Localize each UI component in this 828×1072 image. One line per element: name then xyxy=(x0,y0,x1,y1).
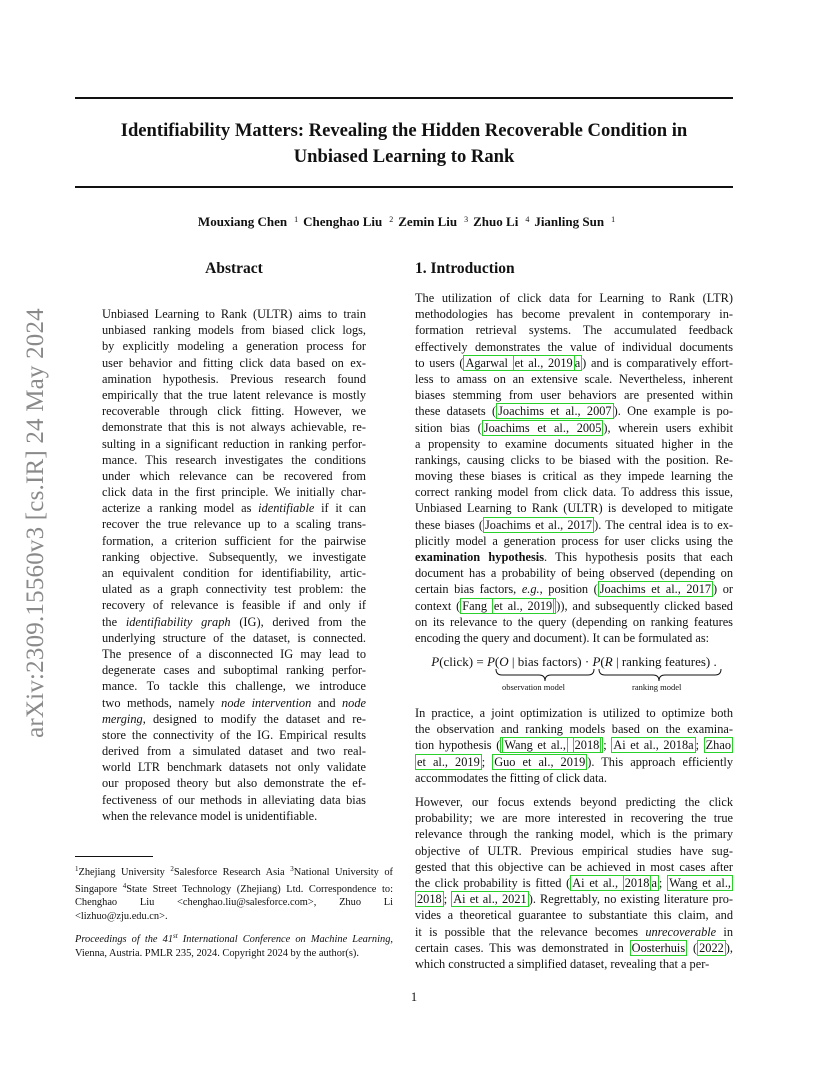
affiliation-footnote: $^1$Zhejiang University $^2$Salesforce Research Asia $^3$National University of Singapore $^4$State Street Technology (Zhejiang) Ltd. Correspondence to: Chenghao Liu <chenghao.liu@salesforce.com>, Zhuo Li <lizhuo@zju.edu.cn>. xyxy=(75,865,394,922)
arxiv-stamp[interactable]: arXiv:2309.15560v3 [cs.IR] 24 May 2024 xyxy=(22,308,49,738)
author-entry xyxy=(193,214,298,229)
intro-line: objective of ULTR. Previous empirical studies have sug- xyxy=(415,843,733,858)
author-name: Jianling Sun xyxy=(534,214,605,229)
abstract-line: two methods, namely node intervention and node xyxy=(102,695,366,710)
citation-link[interactable] xyxy=(500,737,603,753)
author-list xyxy=(75,214,733,230)
abstract-line: mance. To tackle this challenge, we introduce xyxy=(102,679,366,694)
citation-link[interactable]: et al., 2019 xyxy=(493,598,553,613)
intro-line: the observation and ranking models based on the examina- xyxy=(415,722,733,737)
abstract-body xyxy=(102,306,366,824)
intro-line: moving these biases is critical as they impede learning the xyxy=(415,469,733,484)
abstract-line: an equivalent condition for identifiability, artic- xyxy=(102,566,366,580)
citation-link[interactable]: Ai et al., 2021 xyxy=(453,892,527,907)
abstract-line: click data in the first principle. We initially char- xyxy=(102,485,366,500)
intro-line: document has a probability of being observed (depending on xyxy=(415,566,733,581)
citation-link[interactable]: Agarwal et al., 2019 a xyxy=(465,355,581,370)
author-name: Zhuo Li xyxy=(473,214,519,229)
abstract-line: derived from a simulated dataset and two real- xyxy=(102,744,366,759)
intro-line: encoding the query and document). It can be formulated as: xyxy=(415,630,710,645)
citation-link[interactable]: Oosterhuis xyxy=(631,940,686,955)
abstract-line: under which relevance can be recovered from xyxy=(102,468,366,483)
citation-link[interactable]: Joachims et al., 2007 xyxy=(498,404,612,419)
intro-line: these datasets ( Joachims et al., 2007 ). One example is po- xyxy=(415,404,733,419)
intro-line: sition bias ( Joachims et al., 2005 ), wherein users exhibit xyxy=(415,420,733,435)
abstract-line: fectiveness of our methods in alleviating data bias xyxy=(102,792,366,807)
affiliation-mark: 4 xyxy=(525,215,530,224)
abstract-line: degenerate cases and suboptimal ranking perfor- xyxy=(102,663,366,678)
citation-link[interactable]: 2018 xyxy=(417,892,442,907)
affiliation-mark: 3 xyxy=(464,215,469,224)
abstract-line: acterize a ranking model as identifiable if it can xyxy=(102,501,366,516)
author-entry xyxy=(529,214,615,229)
abstract-line: world LTR benchmark datasets not only validate xyxy=(102,760,366,775)
citation-link[interactable]: Guo et al., 2019 xyxy=(494,754,586,769)
citation-link[interactable]: et al., 2019 xyxy=(417,754,480,769)
paper-title xyxy=(75,118,733,170)
intro-line: on its relevance to the query (depending on ranking features xyxy=(415,614,733,629)
citation-link[interactable]: Ai et al., 2018 a xyxy=(572,875,657,890)
intro-paragraph-3 xyxy=(415,794,733,972)
citation-link[interactable]: Joachims et al., 2005 xyxy=(483,420,602,435)
abstract-line: merging, designed to modify the dataset and re- xyxy=(102,711,366,726)
abstract-line: ulated as a graph connectivity test problem: the xyxy=(102,582,366,597)
citation-link[interactable]: 2018 xyxy=(574,738,600,753)
abstract-line: Unbiased Learning to Rank (ULTR) aims to train xyxy=(102,307,366,321)
page-number: 1 xyxy=(410,990,418,1004)
affiliation-mark: 2 xyxy=(389,215,394,224)
proceedings-footnote: Proceedings of the 41st International Conference on Machine Learning, Vienna, Austria. PMLR 235, 2024. Copyright 2024 by the author(s). xyxy=(75,932,393,959)
intro-paragraph-1 xyxy=(415,290,733,646)
title-line-1: Identifiability Matters: Revealing the Hidden Recoverable Condition in xyxy=(120,120,688,141)
abstract-line: demonstrate that this is not always achievable, re- xyxy=(102,420,366,435)
intro-line: biases stemming from user behaviors are presented within xyxy=(415,388,733,403)
abstract-line: sulting in a significant reduction in ranking perfor- xyxy=(102,436,366,451)
intro-line: The utilization of click data for Learning to Rank (LTR) xyxy=(415,291,733,305)
intro-line: certain bias factors, e.g., position ( Joachims et al., 2017 ) or xyxy=(415,582,733,597)
abstract-line: by explicitly modeling a generation process for xyxy=(102,339,366,354)
citation-link[interactable]: Wang et al., xyxy=(504,738,566,753)
intro-line: tion hypothesis ( Wang et al., 2018 ; Ai et al., 2018a ; Zhao xyxy=(415,738,732,753)
footnote-rule xyxy=(75,856,153,857)
top-rule xyxy=(75,97,733,99)
abstract-line: the identifiability graph (IG), derived from the xyxy=(102,614,366,629)
author-name: Chenghao Liu xyxy=(303,214,383,229)
abstract-line: recoverable through click fitting. However, we xyxy=(102,404,366,419)
abstract-line: mance. This research investigates the conditions xyxy=(102,452,366,467)
author-entry xyxy=(298,214,393,229)
author-entry xyxy=(468,214,529,229)
intro-line: However, our focus extends beyond predicting the click xyxy=(415,795,733,809)
intro-line: et al., 2019 ; Guo et al., 2019 ). This approach efficiently xyxy=(417,754,733,769)
intro-line: formation retrieval systems. The accumulated feedback xyxy=(415,323,733,338)
affiliation-mark: 1 xyxy=(611,215,616,224)
ranking-model-label: ranking model xyxy=(632,682,682,692)
citation-link[interactable]: 2022 xyxy=(699,940,724,955)
title-bottom-rule xyxy=(75,186,733,188)
abstract-line: ranking objective. Subsequently, we investigate xyxy=(102,549,366,564)
citation-link[interactable]: Joachims et al., 2017 xyxy=(599,582,712,597)
intro-line: context ( Fang et al., 2019 )), and subsequently clicked based xyxy=(415,598,733,613)
intro-line: it is possible that the relevance becomes unrecoverable in xyxy=(415,924,733,939)
intro-line: to users ( Agarwal et al., 2019 a ) and is comparatively effort- xyxy=(415,355,733,370)
author-entry xyxy=(393,214,468,229)
observation-model-label: observation model xyxy=(502,682,566,692)
citation-link[interactable]: 2018 xyxy=(624,875,650,890)
equation-underbraces xyxy=(415,667,733,683)
intro-line: relevance through the ranking model, which is the primary xyxy=(415,827,733,842)
abstract-line: store the connectivity of the IG. Empirical results xyxy=(102,727,366,742)
abstract-line: The presence of a disconnected IG may lead to xyxy=(102,646,366,661)
abstract-line: amination hypothesis. Previous research found xyxy=(102,371,366,386)
author-name: Mouxiang Chen xyxy=(197,214,288,229)
citation-link[interactable]: Ai et al., 2018a xyxy=(613,738,694,753)
intro-line: the click probability is fitted ( Ai et al., 2018 a ; Wang et al., xyxy=(415,875,731,890)
intro-line: certain cases. This was demonstrated in Oosterhuis ( 2022 ), xyxy=(415,940,733,955)
equation-text: P(click) = P(O | bias factors) · P(R | ranking features) . xyxy=(431,654,717,669)
intro-line: less to amass on an extensive scale. Nevertheless, inherent xyxy=(415,371,733,386)
intro-line: Unbiased Learning to Rank (ULTR) is developed to mitigate xyxy=(415,501,733,516)
citation-link[interactable]: Joachims et al., 2017 xyxy=(484,517,593,532)
intro-line: a propensity to examine documents situated higher in the xyxy=(415,436,733,451)
abstract-line: empirically that the true latent relevance is mostly xyxy=(102,387,366,402)
intro-line: 2018 ; Ai et al., 2021 ). Regrettably, no existing literature pro- xyxy=(417,892,734,907)
click-model-equation xyxy=(415,654,733,698)
introduction-heading: 1. Introduction xyxy=(415,260,515,277)
intro-line: these biases ( Joachims et al., 2017 ). The central idea is to ex- xyxy=(415,517,734,532)
author-name: Zemin Liu xyxy=(398,214,458,229)
abstract-line: recover the true relevance up to a scaling trans- xyxy=(102,517,366,532)
abstract-line: when the relevance model is unidentifiable. xyxy=(102,808,318,823)
intro-line: which constructed a simplified dataset, revealing that a per- xyxy=(415,956,710,971)
abstract-line: underlying structure of the dataset, is connected. xyxy=(102,630,366,645)
citation-link[interactable]: Wang et al., xyxy=(669,875,731,890)
intro-line: gested that this objective can be achieved in most cases after xyxy=(415,859,733,874)
abstract-line: recovery of relevance is feasible if and only if xyxy=(102,598,366,613)
abstract-line: unbiased ranking models from biased click logs, xyxy=(102,323,366,338)
intro-line: vides a theoretical guarantee to substantiate this claim, and xyxy=(415,908,733,923)
citation-link[interactable]: et al., 2019 xyxy=(514,355,573,370)
abstract-line: user behavior and fitting click data based on ex- xyxy=(102,355,366,370)
intro-paragraph-2 xyxy=(415,705,733,786)
intro-line: In practice, a joint optimization is utilized to optimize both xyxy=(415,706,733,720)
intro-line: methodologies has become prevalent in contemporary in- xyxy=(415,307,733,322)
intro-line: correct ranking model from click data. To address this issue, xyxy=(415,485,733,500)
citation-link[interactable]: Zhao xyxy=(705,738,732,753)
intro-line: rankings, causing clicks to be biased with the position. Re- xyxy=(415,452,733,467)
affiliation-mark: 1 xyxy=(294,215,299,224)
intro-line: accommodates the fitting of click data. xyxy=(415,770,607,785)
intro-line: plicitly model a generation process for user clicks using the xyxy=(415,533,733,548)
title-line-2: Unbiased Learning to Rank xyxy=(293,146,515,167)
abstract-line: formation, a criterion sufficient for the pairwise xyxy=(102,533,366,548)
intro-line: probability; we are more interested in recovering the true xyxy=(415,811,733,826)
intro-line: effectively demonstrates the value of individual documents xyxy=(415,339,733,354)
abstract-heading: Abstract xyxy=(205,260,263,277)
abstract-line: our proposed theory but also demonstrate the ef- xyxy=(102,776,366,791)
citation-link[interactable]: Fang et al., 2019 xyxy=(460,598,556,614)
intro-line: examination hypothesis. This hypothesis posits that each xyxy=(415,550,733,564)
